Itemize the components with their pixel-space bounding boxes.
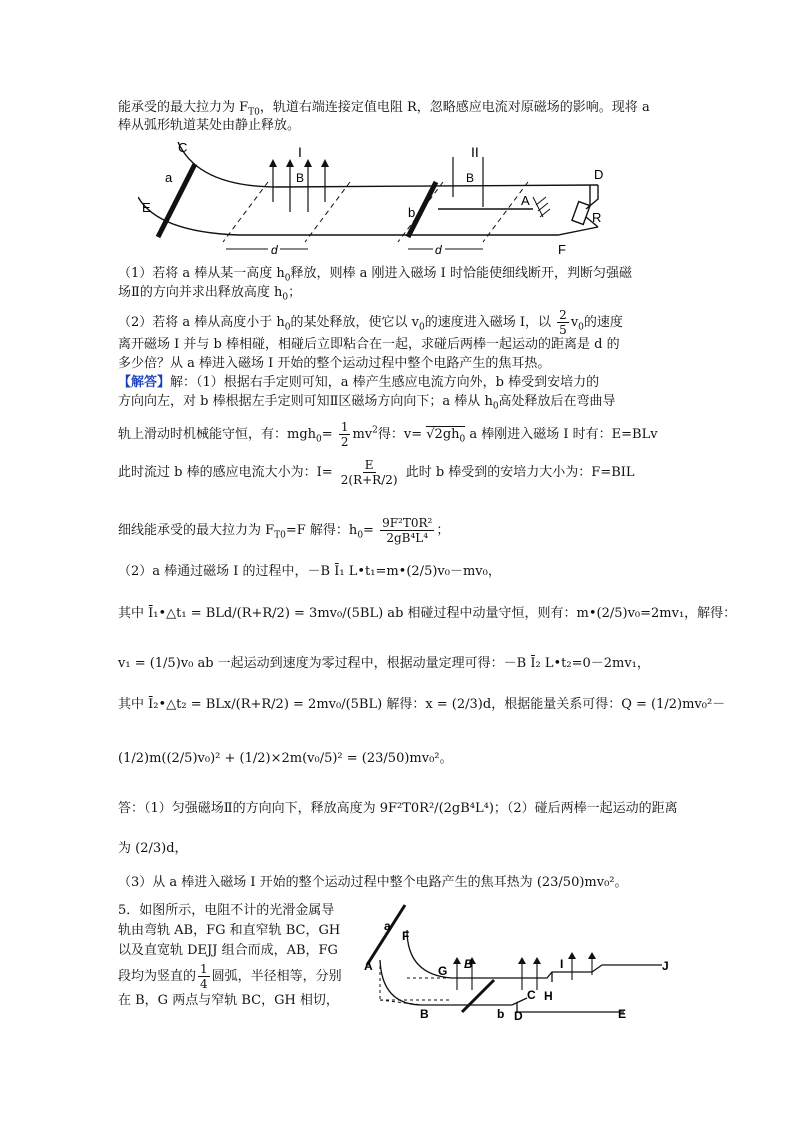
- label-D: D: [514, 1009, 523, 1020]
- intro-line-1: 能承受的最大拉力为 $F_{T0}$，轨道右端连接定值电阻 R，忽略感应电流对原磁场的影响。现将 a: [118, 100, 650, 118]
- question-5-line-3: 以及直宽轨 DEJJ 组合而成，AB，FG: [118, 943, 338, 958]
- answer-line-3: 轨上滑动时机械能守恒，有：mgh$_0$= $\frac{1}{2}$ $mv^2$得：$v= √2gh_0$ a 棒刚进入磁场 I 时有：E=BLv: [118, 420, 658, 449]
- final-answer-line-3: （3）从 a 棒进入磁场 I 开始的整个运动过程中整个电路产生的焦耳热为 (23/50)mv₀²。: [118, 875, 628, 890]
- label-B2: B: [466, 171, 475, 185]
- question-1-line-2: 场Ⅱ的方向并求出释放高度 $h_0$；: [118, 285, 302, 303]
- label-C: C: [178, 140, 188, 155]
- question-5-line-1: 5．如图所示，电阻不计的光滑金属导: [118, 903, 335, 918]
- question-5-line-5: 在 B，G 两点与窄轨 BC，GH 相切，: [118, 993, 339, 1008]
- answer-line-6: （2）a 棒通过磁场 I 的过程中，－B Ī₁ L•t₁=m•(2/5)v₀－mv₀，: [118, 564, 501, 579]
- question-1-line-1: （1）若将 a 棒从某一高度 $h_0$释放，则棒 a 刚进入磁场 I 时恰能使细线断开，判断匀强磁: [118, 266, 632, 284]
- label-J: J: [662, 959, 669, 973]
- label-H: H: [544, 989, 553, 1003]
- label-I: I: [298, 144, 302, 160]
- question-2-line-2: 离开磁场 I 并与 b 棒相碰，相碰后立即粘合在一起，求碰后两棒一起运动的距离是 d 的: [118, 337, 620, 352]
- answer-tag: 【解答】: [118, 375, 171, 390]
- label-F: F: [558, 242, 566, 257]
- label-B1: B: [296, 171, 305, 185]
- answer-line-1: 【解答】解：（1）根据右手定则可知，a 棒产生感应电流方向外，b 棒受到安培力的: [118, 375, 600, 390]
- answer-line-10: (1/2)m((2/5)v₀)² + (1/2)×2m(v₀/5)² = (23/50)mv₀²。: [118, 751, 453, 766]
- label-E: E: [142, 200, 151, 215]
- label-B: B: [420, 1007, 429, 1020]
- question-2-line-3: 多少倍？从 a 棒进入磁场 I 开始的整个运动过程中整个电路产生的焦耳热。: [118, 356, 551, 371]
- answer-line-9: 其中 Ī₂•△t₂ = BLx/(R+R/2) = 2mv₀/(5BL) 解得：x = (2/3)d，根据能量关系可得：Q = (1/2)mv₀²－: [118, 697, 726, 712]
- label-A: A: [521, 193, 530, 208]
- final-answer-line-1: 答：（1）匀强磁场Ⅱ的方向向下，释放高度为 9F²T0R²/(2gB⁴L⁴)；（2）碰后两棒一起运动的距离: [118, 801, 678, 816]
- label-II: II: [471, 144, 479, 160]
- label-d2: d: [435, 243, 442, 257]
- label-B-field: B: [464, 957, 473, 971]
- answer-line-8: v₁ = (1/5)v₀ ab 一起运动到速度为零过程中，根据动量定理可得：－B Ī₂ L•t₂=0－2mv₁，: [118, 656, 650, 671]
- answer-line-2: 方向向左，对 b 棒根据左手定则可知Ⅱ区磁场方向向下；a 棒从 $h_0$高处释放后在弯曲导: [118, 394, 616, 412]
- label-A: A: [364, 959, 373, 973]
- figure-1-rail-diagram: [138, 137, 638, 267]
- fraction-2-5: $\frac{2}{5}$: [559, 308, 567, 337]
- label-R: R: [592, 210, 602, 225]
- label-a: a: [165, 170, 173, 185]
- answer-line-4: 此时流过 b 棒的感应电流大小为：I= $\frac{E}{2(R+R/2)}$ 此时 b 棒受到的安培力大小为：F=BIL: [118, 458, 635, 487]
- intro-line-2: 棒从弧形轨道某处由静止释放。: [118, 118, 301, 133]
- label-b: b: [497, 1007, 505, 1020]
- label-D: D: [594, 167, 604, 182]
- final-answer-line-2: 为 (2/3)d，: [118, 841, 188, 856]
- label-I: I: [560, 957, 564, 971]
- label-a: a: [384, 919, 391, 933]
- question-5-line-2: 轨由弯轨 AB，FG 和直窄轨 BC，GH: [118, 923, 341, 938]
- answer-line-5: 细线能承受的最大拉力为 $F_{T0}=F$ 解得：$h_0=$ $\frac{\text{9F²T0R²}}{\text{2gB⁴L⁴}}$ ；: [118, 516, 450, 545]
- label-C: C: [527, 988, 536, 1002]
- question-2-line-1: （2）若将 a 棒从高度小于 $h_0$的某处释放，使它以 $v_0$的速度进入磁场 I，以 $\frac{2}{5}$ $v_0$的速度: [118, 308, 623, 337]
- question-5-line-4: 段均为竖直的 $\frac{1}{4}$ 圆弧，半径相等，分别: [118, 962, 342, 991]
- figure-2-rail-diagram: [362, 900, 682, 1020]
- label-F: F: [402, 929, 410, 943]
- answer-line-7: 其中 Ī₁•△t₁ = BLd/(R+R/2) = 3mv₀/(5BL) ab 相碰过程中动量守恒，则有：m•(2/5)v₀=2mv₁，解得：: [118, 606, 737, 621]
- label-E: E: [618, 1007, 627, 1020]
- label-d1: d: [271, 243, 278, 257]
- label-G: G: [438, 964, 448, 978]
- label-b: b: [408, 205, 416, 220]
